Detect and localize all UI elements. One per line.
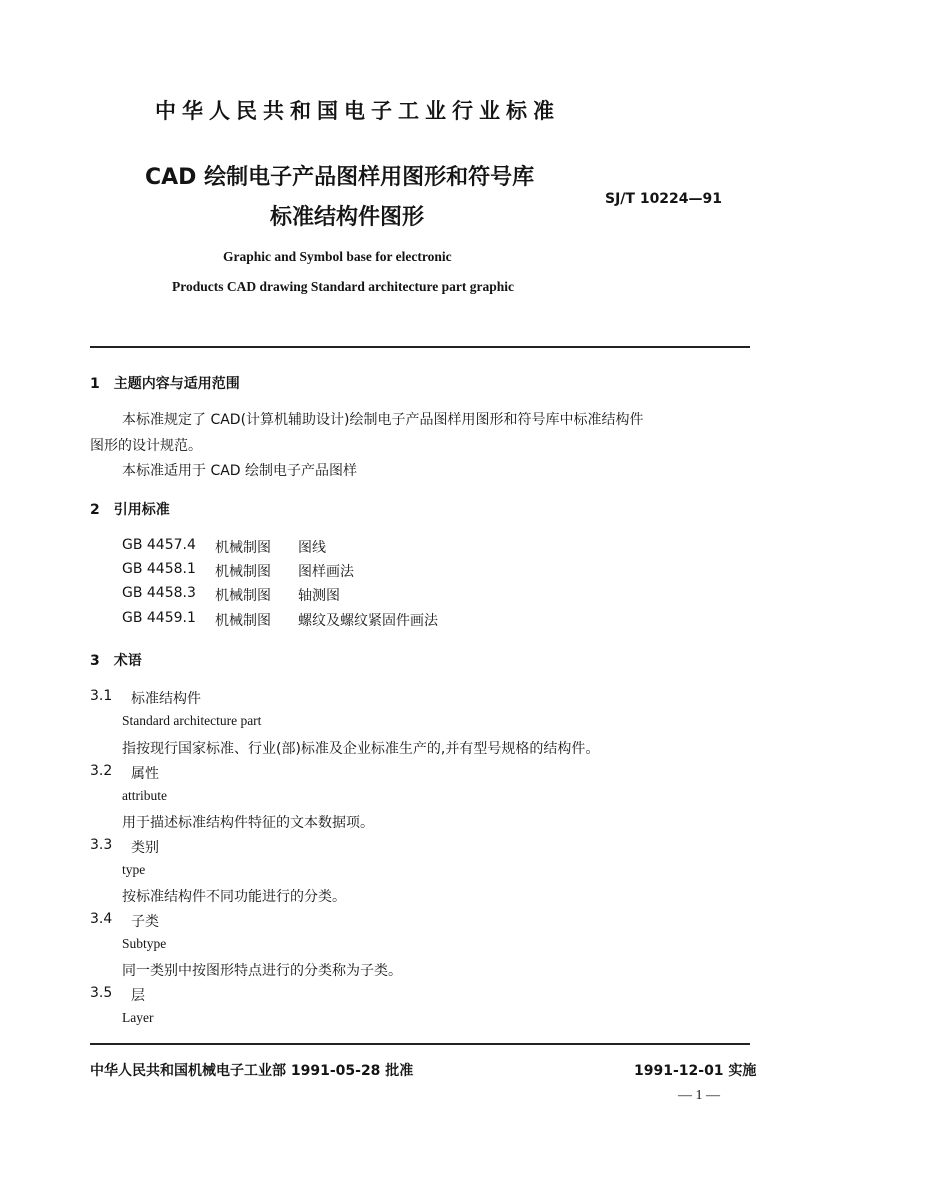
reference-category: 机械制图 [215,564,271,580]
term-definition: 按标准结构件不同功能进行的分类。 [122,889,346,905]
term-definition: 同一类别中按图形特点进行的分类称为子类。 [122,963,402,979]
footer-divider [90,1043,750,1045]
term-number: 3.1 [90,688,113,704]
term-english: type [122,862,146,877]
term-number: 3.5 [90,985,113,1001]
term-english: Standard architecture part [122,713,262,728]
reference-code: GB 4459.1 [122,610,196,626]
reference-category: 机械制图 [215,588,271,604]
term-english: Subtype [122,936,167,951]
reference-category: 机械制图 [215,540,271,556]
reference-title: 轴测图 [298,588,340,604]
header-divider [90,346,750,348]
term-name: 标准结构件 [131,691,201,707]
page-number: — 1 — [678,1088,720,1103]
term-number: 3.4 [90,911,113,927]
section3-heading: 3 术语 [90,653,142,669]
document-title-line1: CAD 绘制电子产品图样用图形和符号库 [145,165,535,190]
section1-heading: 1 主题内容与适用范围 [90,376,240,392]
implementation-date: 1991-12-01 实施 [634,1063,757,1079]
standard-code: SJ/T 10224—91 [605,191,723,207]
english-title-line2: Products CAD drawing Standard architecture part graphic [172,279,514,294]
section1-para1-line2: 图形的设计规范。 [90,438,202,454]
section1-para1-line1: 本标准规定了 CAD(计算机辅助设计)绘制电子产品图样用图形和符号库中标准结构件 [122,412,644,428]
reference-code: GB 4458.3 [122,585,196,601]
section2-heading: 2 引用标准 [90,502,170,518]
term-number: 3.3 [90,837,113,853]
term-name: 层 [131,988,145,1004]
reference-category: 机械制图 [215,613,271,629]
term-name: 属性 [131,766,159,782]
reference-code: GB 4457.4 [122,537,196,553]
reference-code: GB 4458.1 [122,561,196,577]
section1-para2: 本标准适用于 CAD 绘制电子产品图样 [122,463,358,479]
document-title-line2: 标准结构件图形 [270,205,425,230]
reference-title: 图线 [298,540,326,556]
ministry-standard-title: 中华人民共和国电子工业行业标准 [155,99,560,123]
english-title-line1: Graphic and Symbol base for electronic [223,249,452,264]
term-name: 子类 [131,914,159,930]
term-definition: 用于描述标准结构件特征的文本数据项。 [122,815,374,831]
term-name: 类别 [131,840,159,856]
reference-title: 图样画法 [298,564,354,580]
reference-title: 螺纹及螺纹紧固件画法 [298,613,438,629]
approval-line: 中华人民共和国机械电子工业部 1991-05-28 批准 [90,1063,414,1079]
term-definition: 指按现行国家标准、行业(部)标准及企业标准生产的,并有型号规格的结构件。 [122,741,600,757]
term-number: 3.2 [90,763,113,779]
term-english: Layer [122,1010,154,1025]
term-english: attribute [122,788,167,803]
